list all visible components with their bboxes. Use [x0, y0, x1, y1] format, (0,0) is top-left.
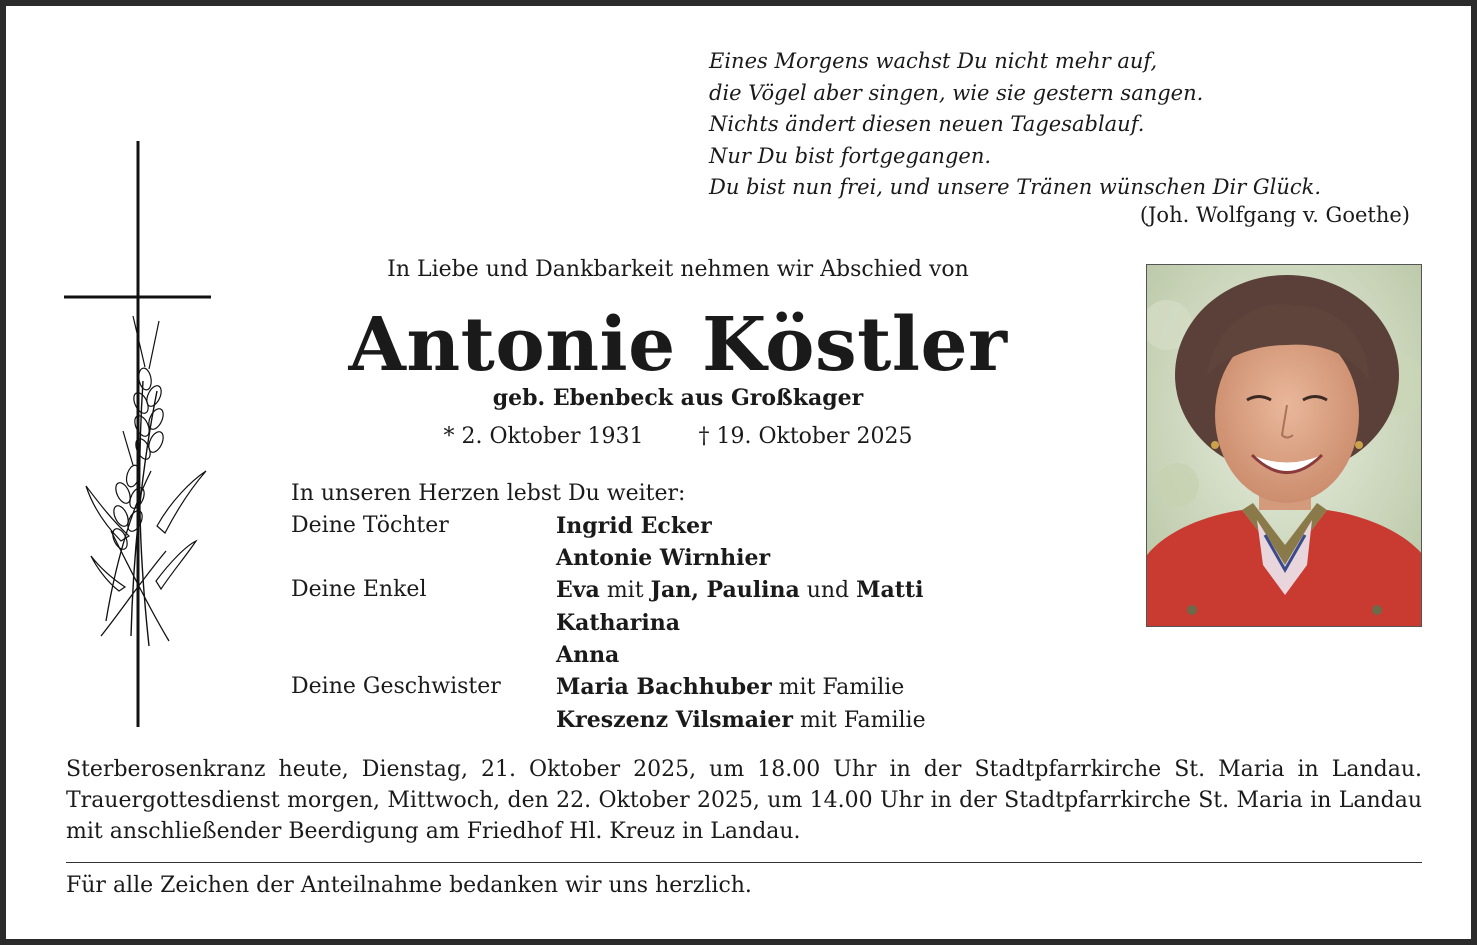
- farewell-intro: In Liebe und Dankbarkeit nehmen wir Abschied von: [387, 257, 969, 282]
- family-row: [291, 510, 1011, 542]
- relation-label: Deine Töchter: [291, 513, 449, 538]
- family-member: Eva mit Jan, Paulina und Matti: [556, 577, 924, 603]
- birth-name: geb. Ebenbeck aus Großkager: [492, 385, 864, 411]
- poem-line: Eines Morgens wachst Du nicht mehr auf,: [709, 49, 1158, 73]
- poem: [709, 46, 1421, 204]
- family-member: Kreszenz Vilsmaier mit Familie: [556, 707, 926, 733]
- family-row: [291, 607, 1011, 639]
- family-list: [291, 478, 1011, 737]
- relation-label: Deine Enkel: [291, 577, 427, 602]
- family-row: [291, 671, 1011, 704]
- family-row: [291, 542, 1011, 574]
- poem-line: Nichts ändert diesen neuen Tagesablauf.: [709, 112, 1145, 136]
- family-member: Ingrid Ecker: [556, 513, 712, 539]
- relation-label: Deine Geschwister: [291, 674, 501, 699]
- divider: [66, 862, 1422, 863]
- life-dates: [306, 424, 1050, 449]
- family-member: Maria Bachhuber mit Familie: [556, 674, 905, 700]
- thanks-line: Für alle Zeichen der Anteilnahme bedanken wir uns herzlich.: [66, 873, 752, 898]
- family-member: Antonie Wirnhier: [556, 545, 771, 571]
- poem-line: Du bist nun frei, und unsere Tränen wünschen Dir Glück.: [709, 175, 1322, 199]
- family-row: [291, 574, 1011, 607]
- poem-line: Nur Du bist fortgegangen.: [709, 143, 992, 168]
- cross-with-wheat-icon: [61, 141, 216, 731]
- family-row: [291, 704, 1011, 737]
- deceased-name: Antonie Köstler: [348, 302, 1008, 388]
- family-row: [291, 639, 1011, 671]
- service-notice: Sterberosenkranz heute, Dienstag, 21. Oktober 2025, um 18.00 Uhr in der Stadtpfarrkirche St. Maria in Landau. Trauergottesdienst morgen, Mittwoch, den 22. Oktober 2025, um 14.00 Uhr in der Stadtpfarrkirche St. Maria in Landau mit anschließender Beerdigung am Friedhof Hl. Kreuz in Landau.: [66, 757, 1422, 844]
- poem-line: die Vögel aber singen, wie sie gestern sangen.: [709, 80, 1204, 105]
- portrait-photo: [1146, 264, 1422, 627]
- family-heading: In unseren Herzen lebst Du weiter:: [291, 481, 686, 506]
- death-date: † 19. Oktober 2025: [698, 424, 913, 449]
- poem-author: (Joh. Wolfgang v. Goethe): [1139, 203, 1410, 227]
- birth-date: * 2. Oktober 1931: [443, 424, 644, 449]
- family-member: Katharina: [556, 610, 680, 636]
- family-member: Anna: [556, 642, 620, 668]
